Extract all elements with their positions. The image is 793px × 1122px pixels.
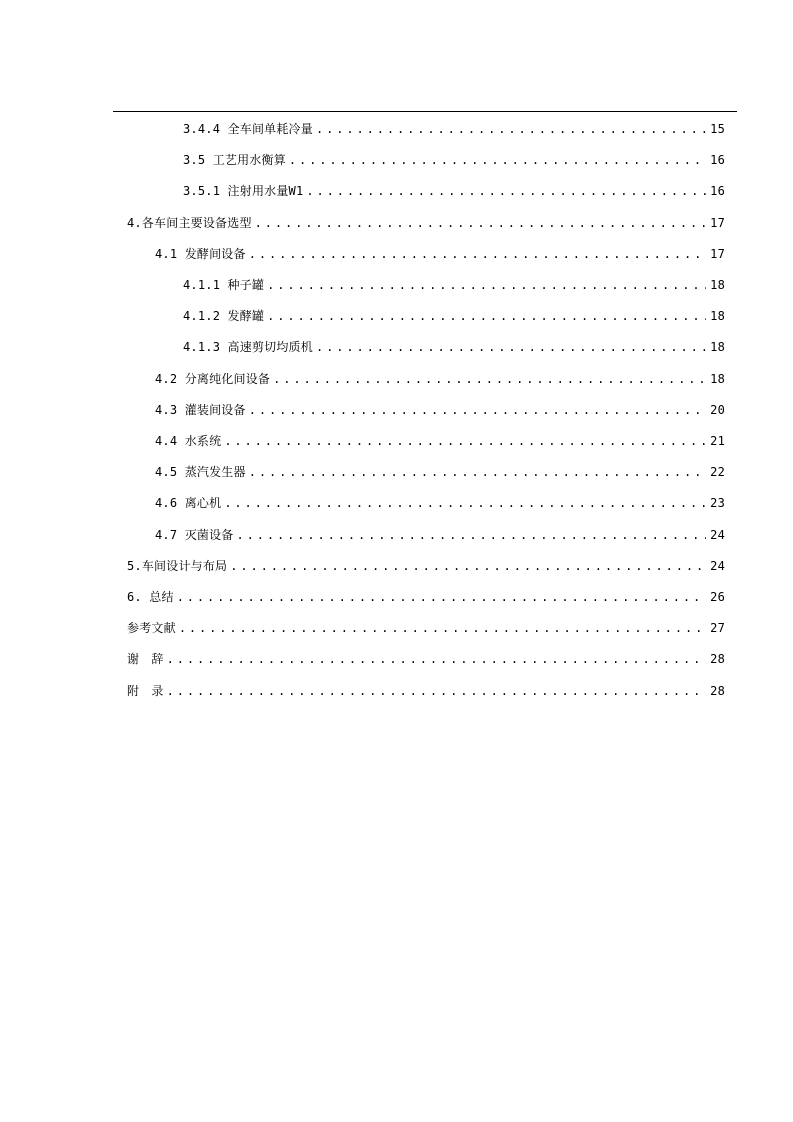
toc-entry-4-7[interactable] bbox=[155, 525, 725, 545]
toc-entry-4-5[interactable] bbox=[155, 462, 725, 482]
toc-dot-leader bbox=[230, 556, 706, 576]
toc-entry-4-2[interactable] bbox=[155, 369, 725, 389]
toc-entry-title: 4.6 离心机 bbox=[155, 496, 222, 510]
toc-entry-page: 20 bbox=[710, 403, 725, 417]
toc-entry-4-1-2[interactable] bbox=[183, 306, 725, 326]
toc-entry-page: 17 bbox=[710, 247, 725, 261]
toc-entry-page: 16 bbox=[710, 153, 725, 167]
toc-entry-title: 4.1 发酵间设备 bbox=[155, 247, 246, 261]
toc-entry-page: 26 bbox=[710, 590, 725, 604]
toc-dot-leader bbox=[224, 493, 706, 513]
toc-entry-title: 6. 总结 bbox=[127, 590, 174, 604]
toc-entry-page: 23 bbox=[710, 496, 725, 510]
toc-entry-page: 18 bbox=[710, 278, 725, 292]
toc-entry-3-5[interactable] bbox=[183, 150, 725, 170]
toc-entry-4-1[interactable] bbox=[155, 244, 725, 264]
toc-entry-title: 5.车间设计与布局 bbox=[127, 559, 228, 573]
toc-dot-leader bbox=[249, 400, 706, 420]
toc-entry-4-4[interactable] bbox=[155, 431, 725, 451]
toc-entry-page: 16 bbox=[710, 184, 725, 198]
toc-dot-leader bbox=[267, 306, 706, 326]
toc-entry-title: 4.1.1 种子罐 bbox=[183, 278, 265, 292]
toc-entry-title: 4.3 灌装间设备 bbox=[155, 403, 246, 417]
toc-entry-title: 参考文献 bbox=[127, 621, 176, 635]
toc-entry-title: 3.4.4 全车间单耗冷量 bbox=[183, 122, 313, 136]
toc-entry-title: 4.2 分离纯化间设备 bbox=[155, 372, 271, 386]
toc-entry-page: 24 bbox=[710, 559, 725, 573]
toc-entry-title: 4.各车间主要设备选型 bbox=[127, 216, 252, 230]
toc-entry-title: 谢 辞 bbox=[127, 652, 164, 666]
toc-dot-leader bbox=[167, 681, 706, 701]
toc-entry-3-5-1[interactable] bbox=[183, 181, 725, 201]
toc-entry-references[interactable] bbox=[127, 618, 725, 638]
toc-entry-title: 4.1.2 发酵罐 bbox=[183, 309, 265, 323]
toc-entry-5[interactable] bbox=[127, 556, 725, 576]
toc-dot-leader bbox=[306, 181, 706, 201]
toc-entry-page: 22 bbox=[710, 465, 725, 479]
toc-entry-6[interactable] bbox=[127, 587, 725, 607]
toc-entry-page: 28 bbox=[710, 652, 725, 666]
toc-entry-title: 3.5.1 注射用水量W1 bbox=[183, 184, 304, 198]
toc-entry-title: 3.5 工艺用水衡算 bbox=[183, 153, 286, 167]
toc-dot-leader bbox=[167, 649, 706, 669]
toc-entry-title: 4.1.3 高速剪切均质机 bbox=[183, 340, 313, 354]
toc-dot-leader bbox=[273, 369, 706, 389]
toc-entry-title: 附 录 bbox=[127, 684, 164, 698]
toc-dot-leader bbox=[267, 275, 706, 295]
toc-entry-4-6[interactable] bbox=[155, 493, 725, 513]
toc-dot-leader bbox=[249, 244, 706, 264]
toc-entry-4[interactable] bbox=[127, 213, 725, 233]
toc-dot-leader bbox=[177, 587, 706, 607]
toc-entry-page: 17 bbox=[710, 216, 725, 230]
toc-entry-page: 24 bbox=[710, 528, 725, 542]
toc-entry-acknowledgements[interactable] bbox=[127, 649, 725, 669]
toc-entry-appendix[interactable] bbox=[127, 681, 725, 701]
toc-entry-title: 4.4 水系统 bbox=[155, 434, 222, 448]
toc-entry-title: 4.7 灭菌设备 bbox=[155, 528, 234, 542]
toc-dot-leader bbox=[255, 213, 706, 233]
toc-dot-leader bbox=[316, 119, 706, 139]
toc-entry-page: 28 bbox=[710, 684, 725, 698]
toc-dot-leader bbox=[289, 150, 706, 170]
toc-dot-leader bbox=[224, 431, 706, 451]
toc-dot-leader bbox=[237, 525, 707, 545]
toc-dot-leader bbox=[316, 337, 706, 357]
toc-dot-leader bbox=[249, 462, 706, 482]
toc-entry-3-4-4[interactable] bbox=[183, 119, 725, 139]
toc-entry-page: 18 bbox=[710, 309, 725, 323]
toc-entry-page: 15 bbox=[710, 122, 725, 136]
toc-entry-title: 4.5 蒸汽发生器 bbox=[155, 465, 246, 479]
toc-entry-4-3[interactable] bbox=[155, 400, 725, 420]
toc-dot-leader bbox=[179, 618, 706, 638]
toc-entry-4-1-1[interactable] bbox=[183, 275, 725, 295]
toc-entry-page: 21 bbox=[710, 434, 725, 448]
toc-entry-4-1-3[interactable] bbox=[183, 337, 725, 357]
toc-entry-page: 27 bbox=[710, 621, 725, 635]
toc-entry-page: 18 bbox=[710, 340, 725, 354]
toc-entry-page: 18 bbox=[710, 372, 725, 386]
